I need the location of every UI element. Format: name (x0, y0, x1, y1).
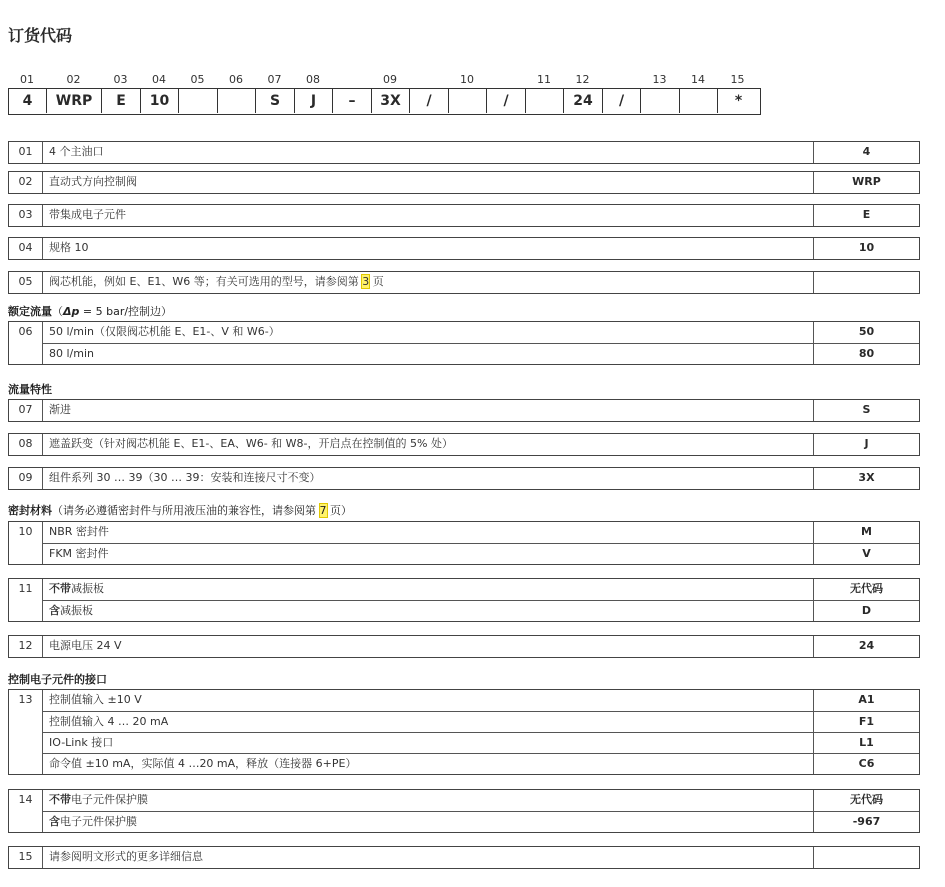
section-heading-suffix: 页） (326, 504, 352, 517)
row-description: 直动式方向控制阀 (43, 172, 814, 193)
row-description-bold: 含 (49, 604, 60, 617)
row-description-text: 减振板 (60, 604, 93, 617)
order-code-cell (218, 89, 256, 113)
page-reference-link[interactable]: 7 (319, 504, 327, 517)
row-description-suffix: 页 (369, 275, 384, 288)
order-row-09 (8, 467, 920, 490)
row-number: 09 (9, 468, 43, 489)
delta-p-symbol: Δp (63, 305, 80, 318)
row-description: IO-Link 接口 (43, 733, 814, 753)
order-code-cell (526, 89, 564, 113)
section-heading-bold: 流量特性 (8, 383, 52, 396)
row-number: 13 (9, 690, 43, 774)
row-number: 08 (9, 434, 43, 455)
row-code: C6 (858, 757, 875, 770)
order-code-position-label: 12 (575, 73, 590, 86)
row-description: 50 l/min（仅限阀芯机能 E、E1-、V 和 W6-） (43, 322, 814, 343)
row-code (814, 272, 919, 293)
row-code: 无代码 (850, 582, 883, 595)
row-description-text: 阀芯机能，例如 E、E1、W6 等；有关可选用的型号，请参阅第 (49, 275, 363, 288)
order-code-cell: E (102, 89, 141, 113)
row-number: 07 (9, 400, 43, 421)
row-number: 02 (9, 172, 43, 193)
order-row-13 (8, 689, 920, 775)
order-code-position-label: 11 (537, 73, 551, 86)
row-description: NBR 密封件 (43, 522, 814, 543)
row-description-bold: 含 (49, 815, 60, 828)
section-heading-text: （请务必遵循密封件与所用液压油的兼容性，请参阅第 (52, 504, 320, 517)
order-code-cell: J (295, 89, 333, 113)
section-heading-flow-characteristic (8, 381, 52, 397)
row-code: 50 (858, 325, 875, 338)
row-code: 3X (858, 471, 875, 484)
row-code: 24 (858, 639, 875, 652)
section-heading-bold: 密封材料 (8, 504, 52, 517)
row-number: 04 (9, 238, 43, 259)
section-heading-seal-material (8, 502, 352, 518)
order-code-strip (8, 88, 761, 115)
order-code-position-label: 02 (66, 73, 81, 86)
row-description-text: 电子元件保护膜 (71, 793, 148, 806)
order-code-position-label: 15 (730, 73, 745, 86)
row-description (43, 601, 814, 621)
row-code: WRP (852, 175, 881, 188)
row-description (43, 790, 814, 811)
row-description: 命令值 ±10 mA，实际值 4 …20 mA，释放（连接器 6+PE） (43, 754, 814, 774)
order-code-position-label: 13 (652, 73, 667, 86)
row-description-bold: 不带 (49, 582, 71, 595)
order-row-02 (8, 171, 920, 194)
row-description: 渐进 (43, 400, 814, 421)
row-code: V (862, 547, 871, 560)
row-code (814, 847, 919, 868)
order-code-position-label: 08 (306, 73, 320, 86)
row-number: 12 (9, 636, 43, 657)
order-code-position-label: 06 (229, 73, 243, 86)
section-heading-bold: 额定流量 (8, 305, 52, 318)
row-code: E (862, 208, 871, 221)
row-code: 80 (858, 347, 875, 360)
order-row-05 (8, 271, 920, 294)
order-row-12 (8, 635, 920, 658)
order-row-11 (8, 578, 920, 622)
row-description (43, 812, 814, 832)
order-code-position-label: 14 (691, 73, 705, 86)
order-code-position-label: 04 (152, 73, 166, 86)
order-code-position-label: 05 (190, 73, 205, 86)
order-code-cell: 24 (564, 89, 603, 113)
row-description: 电源电压 24 V (43, 636, 814, 657)
order-code-position-label: 09 (383, 73, 397, 86)
order-code-position-label: 10 (460, 73, 474, 86)
row-description (43, 579, 814, 600)
row-description: 带集成电子元件 (43, 205, 814, 226)
row-description: 请参阅明文形式的更多详细信息 (43, 847, 814, 868)
order-code-cell (179, 89, 218, 113)
order-code-cell: – (333, 89, 372, 113)
row-description: 组件系列 30 … 39（30 … 39：安装和连接尺寸不变） (43, 468, 814, 489)
section-heading-rated-flow (8, 303, 172, 319)
row-code: -967 (852, 815, 881, 828)
row-code: S (862, 403, 871, 416)
order-code-position-label: 01 (20, 73, 34, 86)
row-description: 控制值输入 4 … 20 mA (43, 712, 814, 732)
order-code-cell: S (256, 89, 295, 113)
row-code: L1 (859, 736, 874, 749)
row-description-text: 电子元件保护膜 (60, 815, 137, 828)
order-row-07 (8, 399, 920, 422)
row-description: FKM 密封件 (43, 544, 814, 564)
row-code: J (864, 437, 869, 450)
row-number: 10 (9, 522, 43, 564)
order-row-15 (8, 846, 920, 869)
section-heading-bold: 控制电子元件的接口 (8, 673, 107, 686)
row-code: 无代码 (850, 793, 883, 806)
row-description: 80 l/min (43, 344, 814, 364)
order-row-10 (8, 521, 920, 565)
order-code-position-label: 03 (113, 73, 128, 86)
order-code-cell (641, 89, 680, 113)
row-description (43, 272, 814, 293)
row-description-text: 减振板 (71, 582, 104, 595)
section-heading-control-interface (8, 671, 107, 687)
row-number: 15 (9, 847, 43, 868)
row-description: 遮盖跃变（针对阀芯机能 E、E1-、EA、W6- 和 W8-，开启点在控制值的 5% 处） (43, 434, 814, 455)
order-code-cell: / (603, 89, 641, 113)
row-code: 4 (862, 145, 871, 158)
order-code-cell: / (487, 89, 526, 113)
row-number: 05 (9, 272, 43, 293)
order-code-cell: 10 (141, 89, 179, 113)
row-description: 控制值输入 ±10 V (43, 690, 814, 711)
order-code-cell: * (734, 93, 743, 109)
row-code: D (861, 604, 872, 617)
row-code: 10 (858, 241, 875, 254)
page-reference-link[interactable]: 3 (362, 275, 370, 288)
row-description: 规格 10 (43, 238, 814, 259)
order-code-position-label: 07 (267, 73, 282, 86)
row-number: 01 (9, 142, 43, 163)
order-code-cell: 3X (372, 89, 410, 113)
order-row-01 (8, 141, 920, 164)
order-row-03 (8, 204, 920, 227)
order-row-08 (8, 433, 920, 456)
row-number: 06 (9, 322, 43, 364)
page-title: 订货代码 (8, 26, 73, 45)
order-code-cell: 4 (9, 89, 47, 113)
row-code: M (861, 525, 872, 538)
order-row-04 (8, 237, 920, 260)
section-heading-paren: （ (52, 305, 63, 318)
row-description-bold: 不带 (49, 793, 71, 806)
order-row-06 (8, 321, 920, 365)
order-code-cell: / (410, 89, 449, 113)
row-code: F1 (858, 715, 875, 728)
order-row-14 (8, 789, 920, 833)
row-number: 11 (9, 579, 43, 621)
order-code-cell (680, 89, 718, 113)
order-code-cell (449, 89, 487, 113)
row-number: 03 (9, 205, 43, 226)
order-code-cell: WRP (47, 89, 102, 113)
row-number: 14 (9, 790, 43, 832)
row-code: A1 (858, 693, 875, 706)
section-heading-text: = 5 bar/控制边） (79, 305, 173, 318)
row-description: 4 个主油口 (43, 142, 814, 163)
